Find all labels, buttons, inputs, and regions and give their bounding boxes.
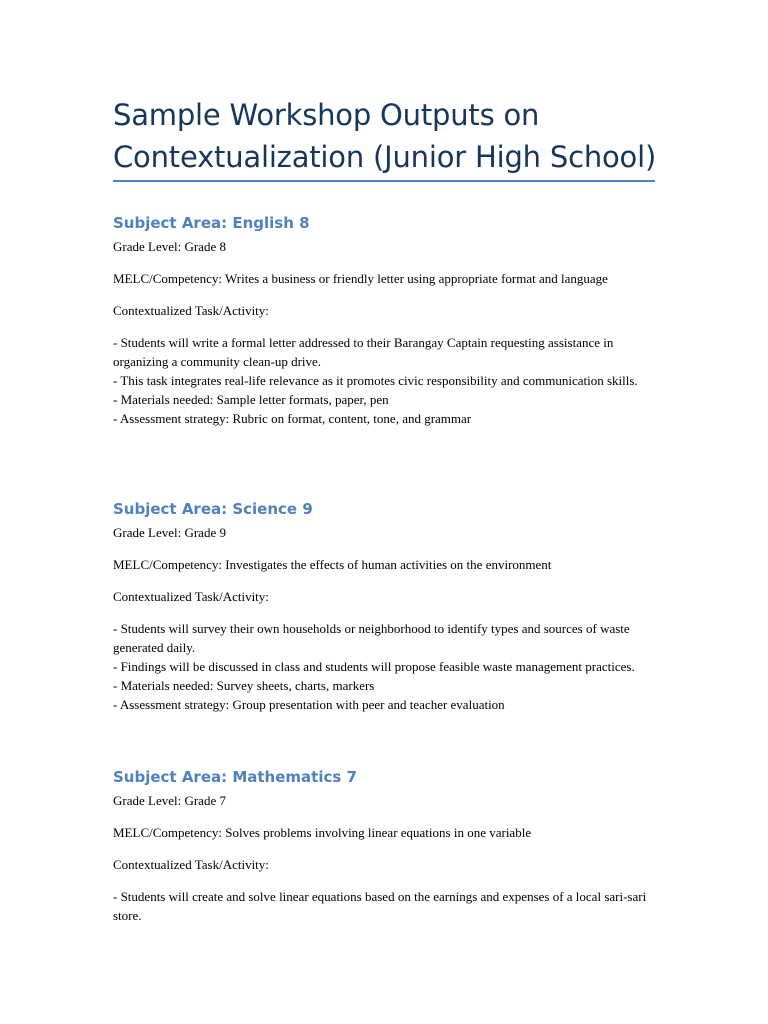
grade-level: Grade Level: Grade 8 xyxy=(113,239,226,254)
section-heading: Subject Area: Mathematics 7 xyxy=(113,768,357,786)
task-item: - This task integrates real-life relevance as it promotes civic responsibility and communication skills. xyxy=(113,373,638,388)
task-item: - Students will write a formal letter addressed to their Barangay Captain requesting assistance in organizing a community clean-up drive. xyxy=(113,335,614,369)
task-list xyxy=(113,887,658,925)
task-list xyxy=(113,619,658,714)
task-item: - Assessment strategy: Rubric on format, content, tone, and grammar xyxy=(113,411,472,426)
task-label: Contextualized Task/Activity: xyxy=(113,303,269,318)
competency: MELC/Competency: Solves problems involving linear equations in one variable xyxy=(113,825,532,840)
section-heading: Subject Area: English 8 xyxy=(113,214,310,232)
task-label: Contextualized Task/Activity: xyxy=(113,857,269,872)
competency: MELC/Competency: Writes a business or friendly letter using appropriate format and language xyxy=(113,271,608,286)
section-science-9 xyxy=(113,498,658,714)
task-item: - Materials needed: Sample letter formats, paper, pen xyxy=(113,392,389,407)
section-mathematics-7 xyxy=(113,766,658,925)
section-english-8 xyxy=(113,212,658,428)
grade-level: Grade Level: Grade 7 xyxy=(113,793,226,808)
section-heading: Subject Area: Science 9 xyxy=(113,500,313,518)
task-item: - Students will create and solve linear equations based on the earnings and expenses of a local sari-sari store. xyxy=(113,889,647,923)
document-title: Sample Workshop Outputs on Contextualization (Junior High School) xyxy=(113,98,657,174)
task-item: - Assessment strategy: Group presentation with peer and teacher evaluation xyxy=(113,697,505,712)
task-item: - Findings will be discussed in class and students will propose feasible waste management practices. xyxy=(113,659,635,674)
task-label: Contextualized Task/Activity: xyxy=(113,589,269,604)
competency: MELC/Competency: Investigates the effects of human activities on the environment xyxy=(113,557,552,572)
task-item: - Materials needed: Survey sheets, charts, markers xyxy=(113,678,375,693)
task-list xyxy=(113,333,658,428)
title-underline xyxy=(113,180,655,182)
task-item: - Students will survey their own households or neighborhood to identify types and sources of waste generated daily. xyxy=(113,621,630,655)
grade-level: Grade Level: Grade 9 xyxy=(113,525,226,540)
